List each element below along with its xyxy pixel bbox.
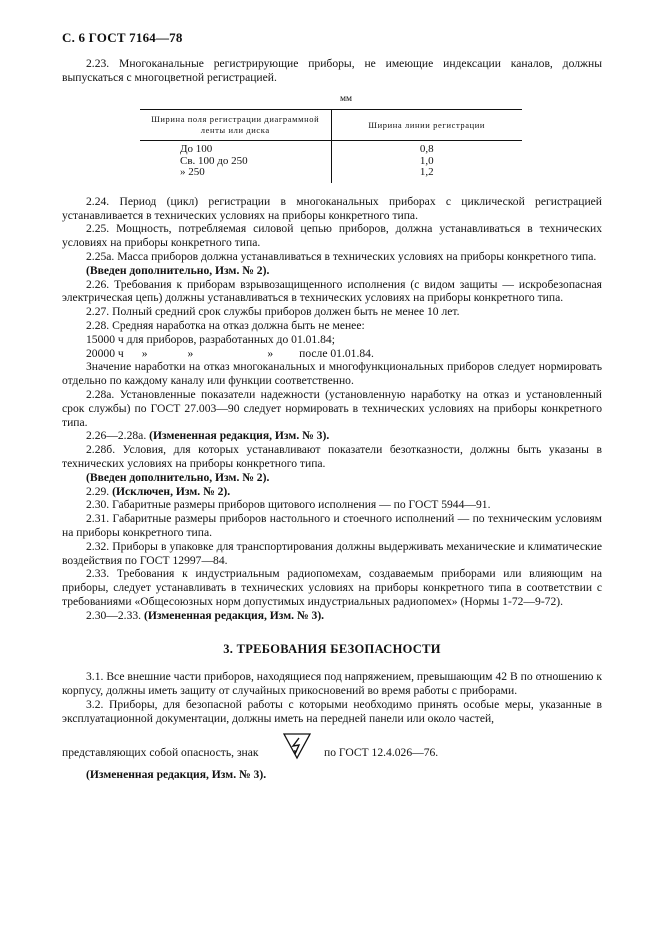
clause-2-23: 2.23. Многоканальные регистрирующие приборы, не имеющие индексации каналов, должны выпускаться с многоцветной регистрацией. [62,57,602,84]
table-row [140,167,522,183]
clause-2-25a: 2.25а. Масса приборов должна устанавливаться в технических условиях на приборы конкретного типа. [86,250,597,264]
clause-number: 2.29. [86,484,110,498]
table-cell-line: 1,0 [419,154,434,167]
clause-2-30: 2.30. Габаритные размеры приборов щитового исполнения — по ГОСТ 5944—91. [86,498,491,512]
clause-2-28a: 2.28а. Установленные показатели надежности (установленную наработку на отказ и установленный срок службы) по ГОСТ 27.003—90 следует нормировать в технических условиях на приборы конкретного типа. [62,388,602,429]
page-header: С. 6 ГОСТ 7164—78 [62,30,183,45]
table-header-line-width: Ширина линии регистрации [331,110,522,141]
table-cell-line: 1,2 [419,166,434,179]
note-text: (Измененная редакция, Изм. № 3). [143,608,325,622]
amendment-note: (Измененная редакция, Изм. № 3). [86,767,267,781]
table-unit: мм [339,93,352,104]
high-voltage-warning-icon [282,732,312,760]
clause-3-1: 3.1. Все внешние части приборов, находящиеся под напряжением, превышающим 42 В по отношению к корпусу, должны иметь защиту от случайных прикосновений во время работы с приборами. [62,670,602,698]
mtbf-line-15000: 15000 ч для приборов, разработанных до 01.01.84; [86,332,335,346]
table-header-field-width: Ширина поля регистрации диаграммной ленты или диска [140,110,331,141]
sign-text-before: представляющих собой опасность, знак [62,745,259,759]
line-width-table [140,109,522,183]
clause-2-25: 2.25. Мощность, потребляемая силовой цепью приборов, должна устанавливаться в технических условиях на приборы конкретного типа. [62,222,602,250]
mtbf-20000-date: после 01.01.84. [299,346,374,360]
table-cell-field: Св. 100 до 250 [140,156,331,168]
note-text: (Исключен, Изм. № 2). [112,484,231,498]
clause-2-28b: 2.28б. Условия, для которых устанавливают показатели безотказности, должны быть указаны в технических условиях на приборы конкретного типа. [62,443,602,471]
ditto-mark: » [187,346,194,360]
sign-line [62,732,602,768]
table-cell-line: 0,8 [419,143,434,156]
table-cell-field: До 100 [140,141,331,156]
table-cell-field: » 250 [140,167,331,183]
clause-2-26: 2.26. Требования к приборам взрывозащищенного исполнения (с видом защиты — искробезопасная электрическая цепь) должны устанавливаться в технических условиях на приборы конкретного типа. [62,277,602,305]
section-title: 3. ТРЕБОВАНИЯ БЕЗОПАСНОСТИ [223,641,441,656]
clause-2-32: 2.32. Приборы в упаковке для транспортирования должны выдерживать механические и климатические воздействия по ГОСТ 12997—84. [62,539,602,567]
document-body [62,57,602,781]
mtbf-line-20000 [62,347,602,361]
clause-2-31: 2.31. Габаритные размеры приборов настольного и стоечного исполнений — по техническим условиям на приборы конкретного типа. [62,512,602,540]
amendment-note: (Введен дополнительно, Изм. № 2). [86,263,270,277]
sign-text-after: по ГОСТ 12.4.026—76. [324,745,439,759]
clause-2-28: 2.28. Средняя наработка на отказ должна быть не менее: [86,319,365,333]
amendment-note [62,609,602,623]
note-text: (Измененная редакция, Изм. № 3). [149,429,330,443]
note-clauses: 2.30—2.33. [86,608,142,622]
clause-mtbf-value: Значение наработки на отказ многоканальных и многофункциональных приборов следует нормировать отдельно по каждому каналу или функции соответственно. [62,360,602,388]
amendment-note [62,429,602,443]
amendment-note: (Введен дополнительно, Изм. № 2). [86,470,270,484]
table-row [140,141,522,156]
mtbf-20000-hours: 20000 ч [86,346,124,360]
ditto-mark: » [141,346,148,360]
ditto-mark: » [267,346,274,360]
clause-2-24: 2.24. Период (цикл) регистрации в многоканальных приборах с циклической регистрацией устанавливается в технических условиях на приборы конкретного типа. [62,194,602,222]
clause-2-29 [62,485,602,499]
clause-2-27: 2.27. Полный средний срок службы приборов должен быть не менее 10 лет. [86,305,460,319]
note-clauses: 2.26—2.28а. [86,429,147,443]
clause-2-33: 2.33. Требования к индустриальным радиопомехам, создаваемым приборами или влияющим на приборы, следует устанавливать в технических условиях на приборы конкретного типа в соответствии с требованиями «Общесоюзных норм допустимых индустриальных радиопомех» (Нормы 1-72—9-72). [62,567,602,608]
clause-3-2: 3.2. Приборы, для безопасной работы с которыми необходимо принять особые меры, указанные в эксплуатационной документации, должны иметь на передней панели или около частей, [62,697,602,725]
